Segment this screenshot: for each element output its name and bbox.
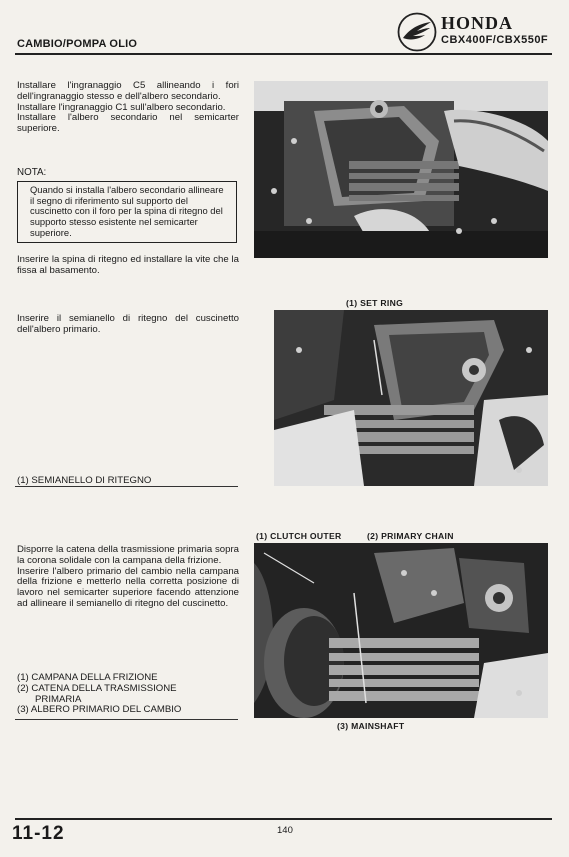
parts-list-item-3: (3) ALBERO PRIMARIO DEL CAMBIO <box>17 704 182 716</box>
page-number: 140 <box>277 825 293 836</box>
nota-label: NOTA: <box>17 167 47 178</box>
step3-list-rule <box>15 719 238 720</box>
step3-instructions <box>17 545 239 610</box>
page-code: 11-12 <box>12 823 65 844</box>
step2-caption: (1) SEMIANELLO DI RITEGNO <box>17 475 152 486</box>
step3-line-2: Inserire l'albero primario del cambio nella campana della frizione e metterlo nella corretta posizione di lavoro nel semicarter superiore facendo attenzione ad allineare il semianello di ritegno del cuscinetto. <box>17 565 239 609</box>
step2-caption-rule <box>15 486 238 487</box>
step2-instructions: Inserire il semianello di ritegno del cuscinetto dell'albero primario. <box>17 313 239 335</box>
photo3-label-mainshaft: (3) MAINSHAFT <box>337 721 405 731</box>
photo3-label-clutch-outer: (1) CLUTCH OUTER <box>256 531 342 541</box>
parts-list-item-2-cont: PRIMARIA <box>35 693 82 705</box>
section-title: CAMBIO/POMPA OLIO <box>17 38 138 50</box>
nota-text: Quando si installa l'albero secondario allineare il segno di riferimento sul supporto del cuscinetto con il foro per la spina di ritegno del supporto stesso esistente nel semicarter superiore. <box>30 184 224 238</box>
step1-line-3: Installare l'albero secondario nel semicarter superiore. <box>17 112 239 135</box>
nota-box <box>17 181 237 243</box>
photo-clutch-mainshaft <box>254 543 548 718</box>
footer-divider <box>15 818 552 820</box>
step1-instructions <box>17 81 239 135</box>
model-name: CBX400F/CBX550F <box>441 34 549 46</box>
step1-after-nota: Inserire la spina di ritegno ed installare la vite che la fissa al basamento. <box>17 254 239 276</box>
photo-set-ring <box>274 310 548 486</box>
photo2-label-set-ring: (1) SET RING <box>346 298 404 308</box>
step1-line-1: Installare l'ingranaggio C5 allineando i fori dell'ingranaggio stesso e dell'albero secondario. <box>17 80 239 102</box>
header-divider <box>15 53 552 55</box>
step3-parts-list <box>17 673 181 716</box>
step3-line-1: Disporre la catena della trasmissione primaria sopra la corona solidale con la campana della frizione. <box>17 544 239 566</box>
honda-wing-logo <box>397 12 437 52</box>
brand-name: HONDA <box>441 13 513 33</box>
step1-line-2: Installare l'ingranaggio C1 sull'albero secondario. <box>17 101 226 113</box>
parts-list-item-2: (2) CATENA DELLA TRASMISSIONE <box>17 682 177 694</box>
photo3-label-primary-chain: (2) PRIMARY CHAIN <box>367 531 454 541</box>
parts-list-item-1: (1) CAMPANA DELLA FRIZIONE <box>17 672 158 683</box>
photo-secondary-shaft-install <box>254 81 548 258</box>
